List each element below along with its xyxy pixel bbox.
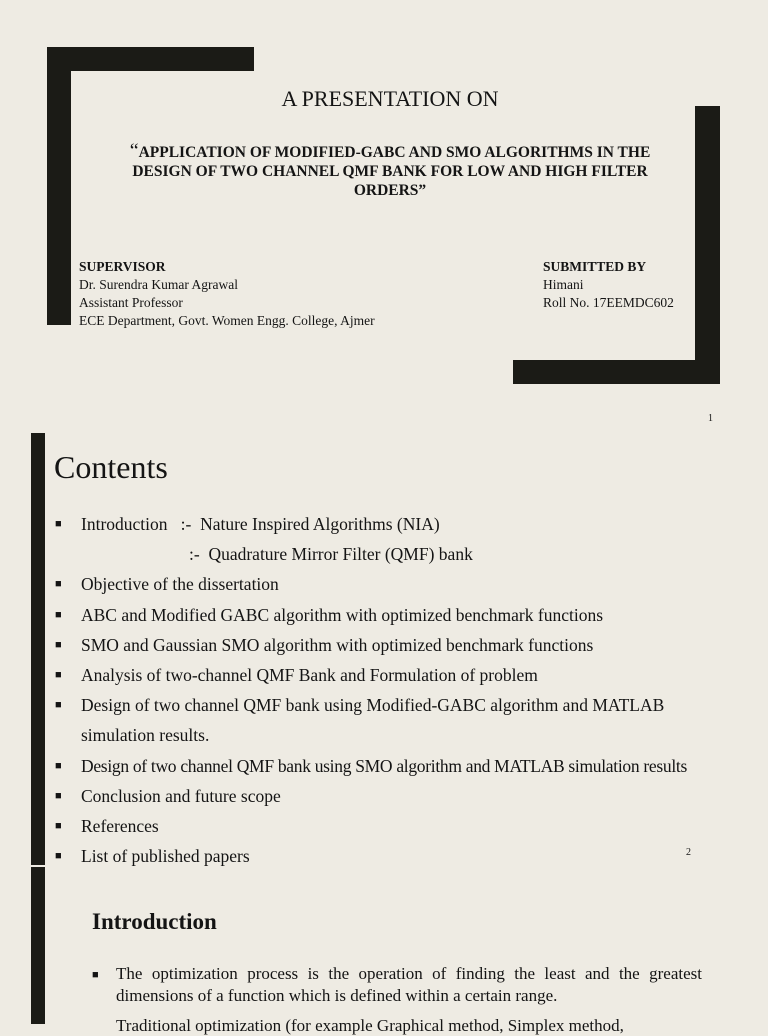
list-item-continuation: simulation results.	[81, 725, 210, 746]
slide3-left-bar	[31, 867, 45, 1024]
submitter-roll: Roll No. 17EEMDC602	[543, 295, 674, 310]
bullet-icon: ■	[55, 789, 62, 802]
frame-bar-top-left	[47, 47, 254, 71]
bullet-icon: ■	[92, 969, 99, 981]
bullet-icon: ■	[55, 759, 62, 772]
supervisor-designation: Assistant Professor	[79, 295, 183, 310]
bullet-icon: ■	[55, 850, 62, 863]
list-item: ■ Design of two channel QMF bank using Modified-GABC algorithm and MATLAB	[55, 690, 768, 720]
frame-bar-bottom-right	[513, 360, 720, 384]
page-number-2: 2	[686, 847, 691, 858]
supervisor-heading: SUPERVISOR	[79, 259, 166, 274]
contents-heading: Contents	[54, 449, 168, 485]
introduction-next-line: Traditional optimization (for example Graphical method, Simplex method,	[116, 1016, 624, 1035]
bullet-icon: ■	[55, 699, 62, 712]
list-item: ■ Design of two channel QMF bank using SMO algorithm and MATLAB simulation results	[55, 751, 768, 781]
bullet-icon: ■	[55, 820, 62, 833]
bullet-icon: ■	[55, 669, 62, 682]
list-item: ■ Conclusion and future scope	[55, 781, 768, 811]
supervisor-block	[79, 258, 375, 330]
bullet-icon: ■	[55, 638, 62, 651]
page-number-1: 1	[708, 413, 713, 424]
frame-bar-right	[695, 106, 720, 384]
submitted-block	[543, 258, 674, 312]
list-item: ■ Introduction :- Nature Inspired Algorithms (NIA)	[55, 509, 768, 539]
submitter-name: Himani	[543, 277, 584, 292]
list-item: ■ ABC and Modified GABC algorithm with optimized benchmark functions	[55, 600, 768, 630]
submitted-heading: SUBMITTED BY	[543, 259, 647, 274]
list-item: ■ References	[55, 811, 768, 841]
title-text: APPLICATION OF MODIFIED-GABC AND SMO ALGORITHMS IN THE DESIGN OF TWO CHANNEL QMF BANK FOR LOW AND HIGH FILTER ORDERS”	[132, 144, 651, 199]
introduction-heading: Introduction	[92, 909, 217, 934]
list-item: ■ Objective of the dissertation	[55, 569, 768, 599]
supervisor-department: ECE Department, Govt. Women Engg. College, Ajmer	[79, 313, 375, 328]
presentation-title	[100, 142, 680, 200]
list-item: :- Quadrature Mirror Filter (QMF) bank	[189, 544, 473, 565]
introduction-paragraph: ■ The optimization process is the operation of finding the least and the greatest dimensions of a function which is defined within a certain range.	[92, 964, 702, 1005]
contents-list	[55, 509, 768, 871]
slide2-left-bar	[31, 433, 45, 865]
supervisor-name: Dr. Surendra Kumar Agrawal	[79, 277, 238, 292]
bullet-icon: ■	[55, 518, 62, 530]
bullet-icon: ■	[55, 578, 62, 591]
list-item: ■ List of published papers	[55, 841, 768, 871]
presentation-pretitle: A PRESENTATION ON	[281, 86, 499, 111]
bullet-icon: ■	[55, 608, 62, 621]
list-item: ■ SMO and Gaussian SMO algorithm with optimized benchmark functions	[55, 630, 768, 660]
list-item: ■ Analysis of two-channel QMF Bank and Formulation of problem	[55, 660, 768, 690]
open-quote: “	[129, 140, 139, 162]
